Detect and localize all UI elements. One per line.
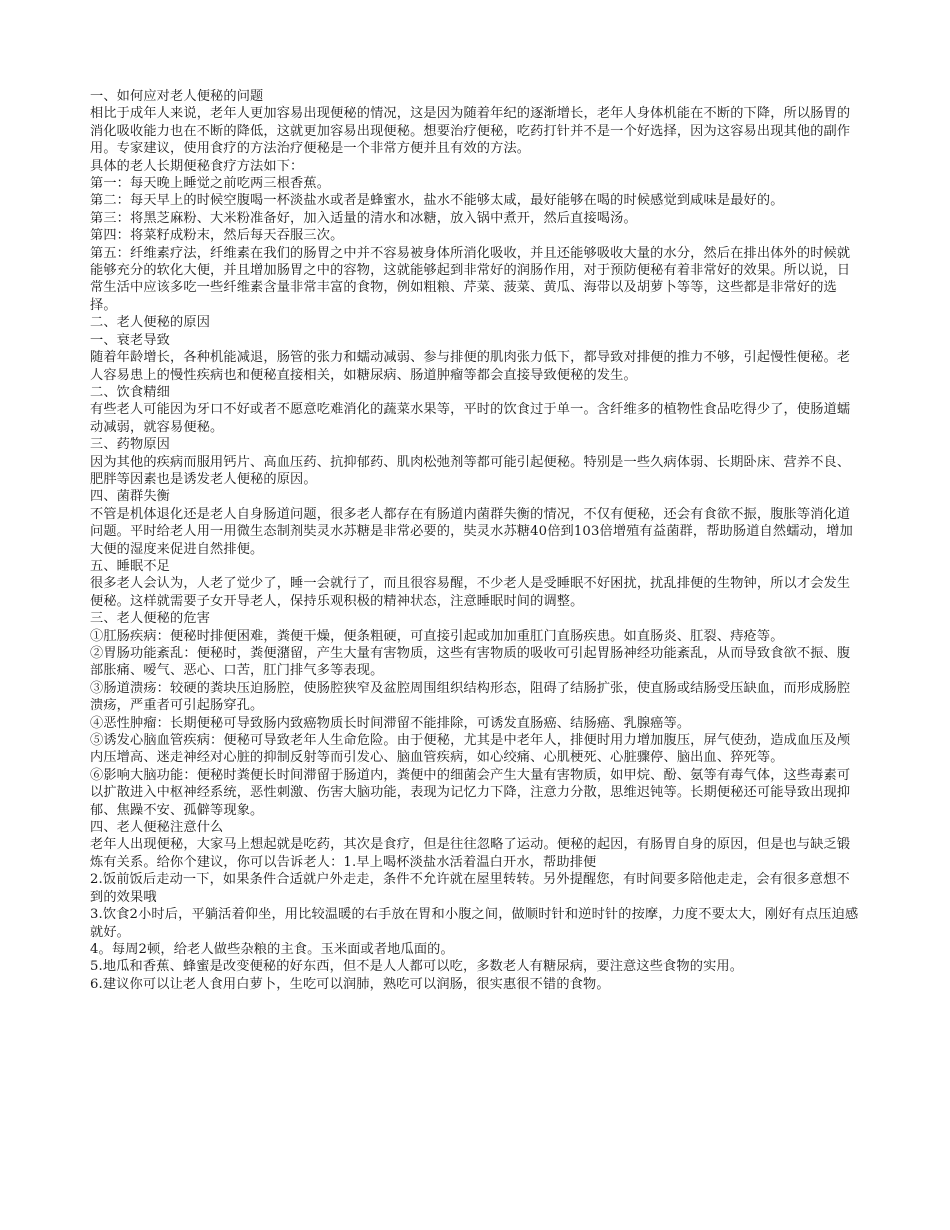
list-item-advice-5: 5.地瓜和香蕉、蜂蜜是改变便秘的好东西，但不是人人都可以吃，多数老人有糖尿病，要注意这些食物的实用。 <box>90 959 744 975</box>
list-item-advice-2: 2.饭前饭后走动一下，如果条件合适就户外走走，条件不允许就在屋里转转。另外提醒您，有时间要多陪他走走，会有很多意想不到的效果哦 <box>90 872 850 905</box>
paragraph-flora: 不管是机体退化还是老人自身肠道问题，很多老人都存在有肠道内菌群失衡的情况，不仅有便秘，还会有食欲不振，腹胀等消化道问题。平时给老人用一用微生态制剂奘灵水苏糖是非常必要的，奘灵水苏糖40倍到103倍增殖有益菌群，帮助肠道自然蠕动，增加大便的湿度来促进自然排便。 <box>90 506 853 557</box>
list-item-method-4: 第四：将菜籽成粉末，然后每天吞服三次。 <box>90 228 344 244</box>
list-item-harm-3: ③肠道溃疡：较硬的粪块压迫肠腔，使肠腔狭窄及盆腔周围组织结构形态，阻碍了结肠扩张，使直肠或结肠受压缺血，而形成肠腔溃疡，严重者可引起肠穿孔。 <box>90 680 851 714</box>
paragraph-diet: 有些老人可能因为牙口不好或者不愿意吃难消化的蔬菜水果等，平时的饮食过于单一。含纤维多的植物性食品吃得少了，使肠道蠕动减弱，就容易便秘。 <box>90 402 851 435</box>
subheading-diet: 二、饮食精细 <box>90 384 171 400</box>
list-item-advice-3: 3.饮食2小时后，平躺活着仰坐，用比较温暖的右手放在胃和小腹之间，做顺时针和逆时针的按摩，力度不要太大，刚好有点压迫感就好。 <box>90 907 859 940</box>
section-heading-3: 三、老人便秘的危害 <box>90 611 211 627</box>
paragraph-aging: 随着年龄增长，各种机能减退，肠管的张力和蠕动减弱、参与排便的肌肉张力低下，都导致对排便的推力不够，引起慢性便秘。老人容易患上的慢性疾病也和便秘直接相关，如糖尿病、肠道肿瘤等都会直接导致便秘的发生。 <box>90 350 851 383</box>
paragraph-sleep: 很多老人会认为，人老了觉少了，睡一会就行了，而且很容易醒，不少老人是受睡眠不好困扰，扰乱排便的生物钟，所以才会发生便秘。这样就需要子女开导老人，保持乐观积极的精神状态，注意睡眠时间的调整。 <box>90 576 851 609</box>
section-heading-1: 一、如何应对老人便秘的问题 <box>90 89 264 104</box>
list-item-advice-6: 6.建议你可以让老人食用白萝卜，生吃可以润肺，熟吃可以润肠，很实惠很不错的食物。 <box>90 976 610 992</box>
document-body <box>90 88 860 993</box>
paragraph-medication: 因为其他的疾病而服用钙片、高血压药、抗抑郁药、肌肉松弛剂等都可能引起便秘。特别是一些久病体弱、长期卧床、营养不良、肥胖等因素也是诱发老人便秘的原因。 <box>90 454 851 487</box>
subheading-aging: 一、衰老导致 <box>90 332 171 348</box>
list-item-harm-4: ④恶性肿瘤：长期便秘可导致肠内致癌物质长时间滞留不能排除，可诱发直肠癌、结肠癌、乳腺癌等。 <box>90 715 691 731</box>
list-item-method-3: 第三：将黑芝麻粉、大米粉准备好，加入适量的清水和冰糖，放入锅中煮开，然后直接喝汤。 <box>90 210 637 226</box>
list-item-harm-6: ⑥影响大脑功能：便秘时粪便长时间滞留于肠道内，粪便中的细菌会产生大量有害物质，如甲烷、酚、氨等有毒气体，这些毒素可以扩散进入中枢神经系统，恶性刺激、伤害大脑功能，表现为记忆力下降，注意力分散，思维迟钝等。长期便秘还可能导致出现抑郁、焦躁不安、孤僻等现象。 <box>90 767 851 818</box>
list-item-harm-5: ⑤诱发心脑血管疾病：便秘可导致老年人生命危险。由于便秘，尤其是中老年人，排便时用力增加腹压，屏气使劲，造成血压及颅内压增高、迷走神经对心脏的抑制反射等而引发心、脑血管疾病，如心绞痛、心肌梗死、心脏骤停、脑出血、猝死等。 <box>90 733 851 766</box>
list-item-advice-4: 4。每周2顿，给老人做些杂粮的主食。玉米面或者地瓜面的。 <box>90 941 454 957</box>
paragraph-method-intro: 具体的老人长期便秘食疗方法如下： <box>90 158 304 174</box>
section-heading-2: 二、老人便秘的原因 <box>90 315 211 331</box>
subheading-sleep: 五、睡眠不足 <box>90 558 171 574</box>
list-item-harm-2: ②胃肠功能紊乱：便秘时，粪便潴留，产生大量有害物质，这些有害物质的吸收可引起胃肠神经功能紊乱，从而导致食欲不振、腹部胀痛、嗳气、恶心、口苦，肛门排气多等表现。 <box>90 646 851 679</box>
subheading-medication: 三、药物原因 <box>90 437 171 453</box>
list-item-method-5: 第五：纤维素疗法，纤维素在我们的肠胃之中并不容易被身体所消化吸收，并且还能够吸收大量的水分，然后在排出体外的时候就能够充分的软化大便，并且增加肠胃之中的容物，这就能够起到非常好的润肠作用，对于预防便秘有着非常好的效果。所以说，日常生活中应该多吃一些纤维素含量非常丰富的食物，例如粗粮、芹菜、菠菜、黄瓜、海带以及胡萝卜等等，这些都是非常好的选择。 <box>90 245 851 313</box>
section-heading-4: 四、老人便秘注意什么 <box>90 820 224 836</box>
subheading-flora: 四、菌群失衡 <box>90 489 171 505</box>
list-item-harm-1: ①肛肠疾病：便秘时排便困难，粪便干燥，便条粗硬，可直接引起或加加重肛门直肠疾患。如直肠炎、肛裂、痔疮等。 <box>90 628 784 644</box>
paragraph-advice-intro: 老年人出现便秘，大家马上想起就是吃药，其次是食疗，但是往往忽略了运动。便秘的起因，有肠胃自身的原因，但是也与缺乏锻炼有关系。给你个建议，你可以告诉老人：1.早上喝杯淡盐水活着温白开水，帮助排便 <box>90 837 851 870</box>
list-item-method-1: 第一：每天晚上睡觉之前吃两三根香蕉。 <box>90 176 331 192</box>
paragraph-intro: 相比于成年人来说，老年人更加容易出现便秘的情况，这是因为随着年纪的逐渐增长，老年人身体机能在不断的下降，所以肠胃的消化吸收能力也在不断的降低，这就更加容易出现便秘。想要治疗便秘，吃药打针并不是一个好选择，因为这容易出现其他的副作用。专家建议，使用食疗的方法治疗便秘是一个非常方便并且有效的方法。 <box>90 106 851 157</box>
list-item-method-2: 第二：每天早上的时候空腹喝一杯淡盐水或者是蜂蜜水，盐水不能够太咸，最好能够在喝的时候感觉到咸味是最好的。 <box>90 193 784 209</box>
